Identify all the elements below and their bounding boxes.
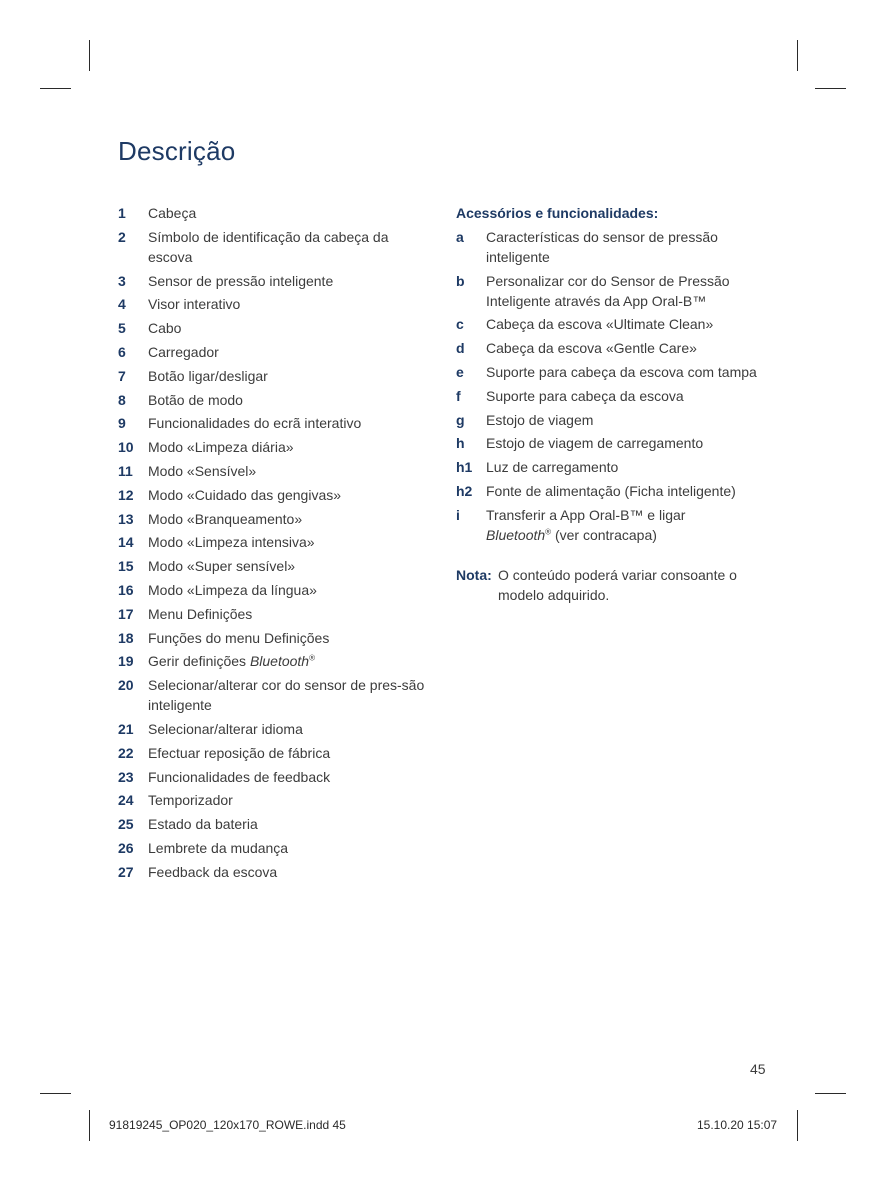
accessories-heading: Acessórios e funcionalidades: [456, 205, 659, 221]
list-item [118, 390, 428, 410]
item-text: Efectuar reposição de fábrica [148, 744, 331, 761]
item-text: Modo «Limpeza da língua» [148, 581, 317, 598]
item-number: 24 [118, 792, 134, 809]
list-item [456, 227, 771, 267]
list-item [118, 675, 428, 715]
list-item [456, 457, 771, 477]
item-number: 23 [118, 768, 134, 785]
page-number: 45 [750, 1061, 766, 1077]
accessories-list [456, 203, 771, 605]
item-text: Modo «Limpeza intensiva» [148, 534, 315, 551]
crop-mark-top-left-horizontal [40, 88, 71, 89]
item-text: Funcionalidades de feedback [148, 768, 331, 785]
item-number: 13 [118, 510, 134, 527]
item-text-italic: Bluetooth [249, 653, 310, 670]
item-text: Botão de modo [148, 391, 243, 408]
list-item [118, 862, 428, 882]
item-text-line1: Transferir a App Oral-B™ e ligar [486, 506, 686, 523]
list-item [456, 362, 771, 382]
item-number: 18 [118, 629, 134, 646]
item-number: 19 [118, 653, 134, 670]
item-letter: i [456, 506, 460, 523]
page-title: Descrição [118, 136, 236, 166]
item-letter: e [456, 363, 464, 380]
list-item [118, 461, 428, 481]
item-letter: b [456, 272, 465, 289]
item-number: 15 [118, 558, 134, 575]
list-item [118, 838, 428, 858]
list-item [118, 556, 428, 576]
item-number: 11 [118, 462, 133, 479]
item-text: Suporte para cabeça da escova [486, 387, 684, 404]
list-item [118, 580, 428, 600]
item-number: 17 [118, 605, 134, 622]
list-item [118, 532, 428, 552]
item-text [486, 505, 771, 545]
list-item [118, 318, 428, 338]
list-item [118, 767, 428, 787]
item-number: 14 [118, 534, 134, 551]
item-text: Botão ligar/desligar [148, 367, 268, 384]
crop-mark-bottom-right-horizontal [815, 1093, 846, 1094]
item-text: Luz de carregamento [486, 459, 619, 476]
list-item [118, 814, 428, 834]
item-number: 9 [118, 415, 126, 432]
item-text: Estojo de viagem [486, 411, 594, 428]
list-item [118, 651, 428, 671]
item-letter: f [456, 387, 461, 404]
item-number: 20 [118, 677, 134, 694]
note [456, 565, 771, 605]
item-text: Estojo de viagem de carregamento [486, 435, 704, 452]
crop-mark-top-right-vertical [797, 40, 798, 71]
item-text: Fonte de alimentação (Ficha inteligente) [486, 482, 736, 499]
parts-list [118, 203, 428, 886]
item-letter: h1 [456, 459, 473, 476]
list-item [118, 509, 428, 529]
note-label: Nota: [456, 566, 492, 583]
crop-mark-bottom-left-vertical [89, 1110, 90, 1141]
item-text: Modo «Limpeza diária» [148, 439, 294, 456]
item-text-plain: Gerir definições [148, 653, 250, 670]
crop-mark-top-right-horizontal [815, 88, 846, 89]
item-number: 4 [118, 296, 126, 313]
item-number: 27 [118, 863, 134, 880]
item-text: Símbolo de identificação da cabeça da escova [148, 228, 389, 265]
crop-mark-top-left-vertical [89, 40, 90, 71]
item-text: Personalizar cor do Sensor de Pressão Inteligente através da App Oral-B™ [486, 272, 730, 309]
item-text: Selecionar/alterar idioma [148, 720, 303, 737]
list-item [118, 628, 428, 648]
list-item [118, 485, 428, 505]
list-item [118, 719, 428, 739]
item-number: 16 [118, 581, 134, 598]
list-item [456, 410, 771, 430]
registered-mark: ® [309, 653, 316, 663]
list-item [456, 338, 771, 358]
list-item [456, 433, 771, 453]
item-text: Modo «Sensível» [148, 462, 257, 479]
registered-mark: ® [545, 527, 552, 537]
item-letter: d [456, 340, 465, 357]
crop-mark-bottom-left-horizontal [40, 1093, 71, 1094]
item-text: Cabeça da escova «Ultimate Clean» [486, 316, 714, 333]
list-item [118, 366, 428, 386]
crop-mark-bottom-right-vertical [797, 1110, 798, 1141]
list-item [456, 314, 771, 334]
item-text: Lembrete da mudança [148, 839, 289, 856]
list-item [118, 203, 428, 223]
list-item [118, 227, 428, 267]
item-number: 6 [118, 343, 126, 360]
note-text: O conteúdo poderá variar consoante o modelo adquirido. [498, 566, 737, 603]
list-item [118, 604, 428, 624]
item-text: Cabeça [148, 205, 197, 221]
list-item [456, 271, 771, 311]
item-text: Modo «Super sensível» [148, 558, 296, 575]
item-number: 21 [118, 720, 134, 737]
item-text: Carregador [148, 343, 219, 360]
item-number: 26 [118, 839, 134, 856]
item-text [148, 651, 428, 671]
item-text: Menu Definições [148, 605, 253, 622]
item-text: Funções do menu Definições [148, 629, 330, 646]
item-letter: a [456, 228, 464, 245]
item-number: 25 [118, 816, 134, 833]
item-letter: c [456, 316, 464, 333]
item-text: Selecionar/alterar cor do sensor de pres-são inteligente [148, 677, 425, 714]
list-item [118, 271, 428, 291]
item-text: Cabo [148, 320, 182, 337]
item-text: Temporizador [148, 792, 233, 809]
footer-datetime: 15.10.20 15:07 [697, 1118, 778, 1132]
footer-filename: 91819245_OP020_120x170_ROWE.indd 45 [109, 1118, 346, 1132]
list-item [118, 294, 428, 314]
item-letter: h [456, 435, 465, 452]
item-number: 10 [118, 439, 134, 456]
item-text: Suporte para cabeça da escova com tampa [486, 363, 757, 380]
list-item [118, 790, 428, 810]
list-item [456, 505, 771, 545]
item-number: 3 [118, 272, 126, 289]
item-letter: h2 [456, 482, 473, 499]
list-item [456, 386, 771, 406]
item-text: Visor interativo [148, 296, 241, 313]
list-item [118, 743, 428, 763]
item-text-rest: (ver contracapa) [551, 526, 657, 543]
item-text: Modo «Cuidado das gengivas» [148, 486, 342, 503]
item-number: 7 [118, 367, 126, 384]
item-number: 2 [118, 228, 126, 245]
list-item [456, 481, 771, 501]
list-item [118, 413, 428, 433]
item-text-italic: Bluetooth [486, 526, 546, 543]
item-text: Feedback da escova [148, 863, 278, 880]
item-number: 8 [118, 391, 126, 408]
list-item [118, 437, 428, 457]
item-letter: g [456, 411, 465, 428]
item-number: 5 [118, 320, 126, 337]
item-text: Funcionalidades do ecrã interativo [148, 415, 362, 432]
item-text: Cabeça da escova «Gentle Care» [486, 340, 697, 357]
item-text: Características do sensor de pressão inteligente [486, 228, 718, 265]
item-text: Estado da bateria [148, 816, 258, 833]
item-text: Modo «Branqueamento» [148, 510, 303, 527]
item-text: Sensor de pressão inteligente [148, 272, 334, 289]
item-number: 1 [118, 205, 126, 221]
item-number: 12 [118, 486, 134, 503]
item-number: 22 [118, 744, 134, 761]
list-item [118, 342, 428, 362]
